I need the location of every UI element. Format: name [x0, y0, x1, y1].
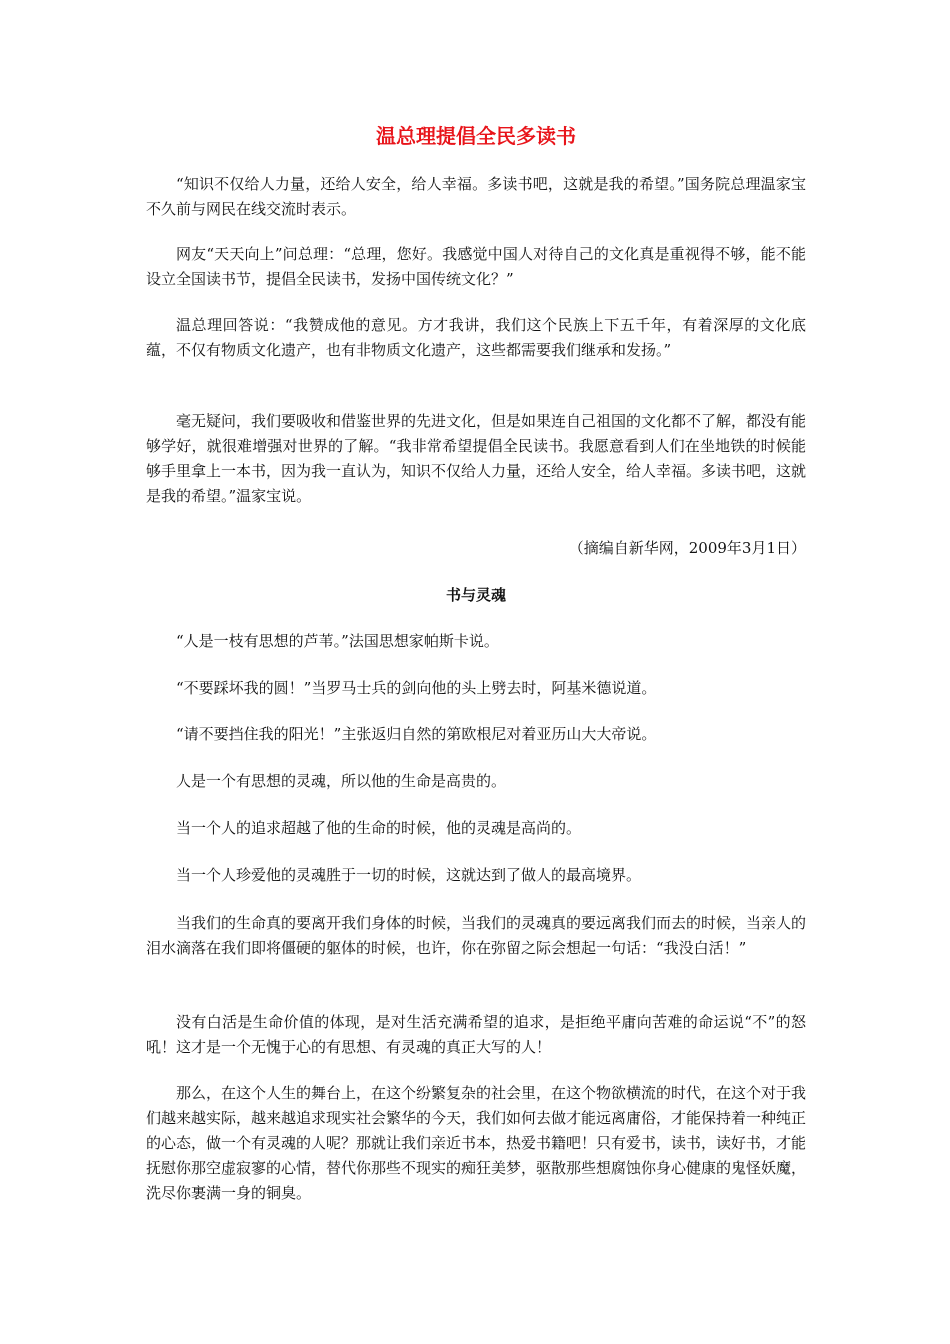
section-title: 书与灵魂 — [445, 586, 506, 604]
article-paragraph — [146, 676, 806, 701]
paragraph-text: 当一个人的追求超越了他的生命的时候，他的灵魂是高尚的。 — [176, 819, 582, 837]
paragraph-text: 人是一个有思想的灵魂，所以他的生命是高贵的。 — [176, 772, 507, 790]
paragraph-text: “请不要挡住我的阳光！”主张返归自然的第欧根尼对着亚历山大大帝说。 — [176, 725, 657, 743]
article-paragraph — [146, 313, 806, 363]
article-paragraph — [146, 722, 806, 747]
article-paragraph — [146, 1081, 806, 1206]
paragraph-text: “不要踩坏我的圆！”当罗马士兵的剑向他的头上劈去时，阿基米德说道。 — [176, 679, 657, 697]
article-paragraph — [146, 172, 806, 222]
article-paragraph — [146, 769, 806, 794]
paragraph-text: “人是一枝有思想的芦苇。”法国思想家帕斯卡说。 — [176, 632, 499, 650]
paragraph-text: 当一个人珍爱他的灵魂胜于一切的时候，这就达到了做人的最高境界。 — [176, 866, 642, 884]
article-paragraph — [146, 863, 806, 888]
article-paragraph — [146, 629, 806, 654]
article-paragraph — [146, 816, 806, 841]
article-paragraph — [146, 409, 806, 509]
paragraph-text: “知识不仅给人力量，还给人安全，给人幸福。多读书吧，这就是我的希望。”国务院总理温家宝不久前与网民在线交流时表示。 — [146, 175, 806, 218]
paragraph-text: 没有白活是生命价值的体现，是对生活充满希望的追求，是拒绝平庸向苦难的命运说“不”的怒吼！这才是一个无愧于心的有思想、有灵魂的真正大写的人！ — [146, 1013, 806, 1056]
paragraph-text: 温总理回答说：“我赞成他的意见。方才我讲，我们这个民族上下五千年，有着深厚的文化底蕴，不仅有物质文化遗产，也有非物质文化遗产，这些都需要我们继承和发扬。” — [146, 316, 806, 359]
article-paragraph — [146, 911, 806, 961]
article-title: 温总理提倡全民多读书 — [376, 124, 576, 148]
paragraph-text: 网友“天天向上”问总理：“总理，您好。我感觉中国人对待自己的文化真是重视得不够，能不能设立全国读书节，提倡全民读书，发扬中国传统文化？” — [146, 245, 806, 288]
article-paragraph — [146, 1010, 806, 1060]
source-citation: （摘编自新华网，2009年3月1日） — [568, 539, 806, 557]
paragraph-text: 毫无疑问，我们要吸收和借鉴世界的先进文化，但是如果连自己祖国的文化都不了解，都没有能够学好，就很难增强对世界的了解。“我非常希望提倡全民读书。我愿意看到人们在坐地铁的时候能够手里拿上一本书，因为我一直认为，知识不仅给人力量，还给人安全，给人幸福。多读书吧，这就是我的希望。”温家宝说。 — [146, 412, 807, 505]
article-paragraph — [146, 242, 806, 292]
paragraph-text: 当我们的生命真的要离开我们身体的时候，当我们的灵魂真的要远离我们而去的时候，当亲人的泪水滴落在我们即将僵硬的躯体的时候，也许，你在弥留之际会想起一句话：“我没白活！” — [146, 914, 807, 957]
paragraph-text: 那么，在这个人生的舞台上，在这个纷繁复杂的社会里，在这个物欲横流的时代，在这个对于我们越来越实际，越来越追求现实社会繁华的今天，我们如何去做才能远离庸俗，才能保持着一种纯正的心态，做一个有灵魂的人呢？那就让我们亲近书本，热爱书籍吧！只有爱书，读书，读好书，才能抚慰你那空虚寂寥的心情，替代你那些不现实的痴狂美梦，驱散那些想腐蚀你身心健康的鬼怪妖魔，洗尽你裹满一身的铜臭。 — [146, 1084, 807, 1202]
